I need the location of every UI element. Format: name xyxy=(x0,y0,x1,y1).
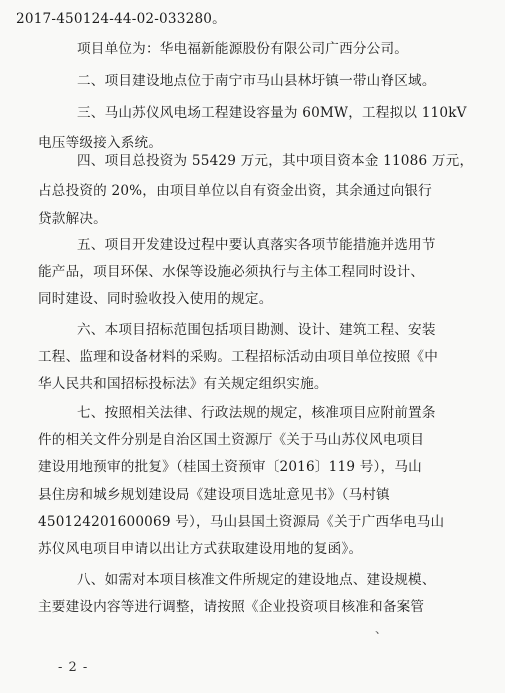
text-line: 五、项目开发建设过程中要认真落实各项节能措施并选用节 xyxy=(77,237,436,253)
page-number: - 2 - xyxy=(58,660,89,675)
text-line: 三、马山苏仪风电场工程建设容量为 60MW，工程拟以 110kV xyxy=(77,105,467,121)
text-line: 七、按照相关法律、行政法规的规定，核准项目应附前置条 xyxy=(77,405,436,421)
text-line: 工程、监理和设备材料的采购。工程招标活动由项目单位按照《中 xyxy=(38,349,439,365)
text-line: 六、本项目招标范围包括项目勘测、设计、建筑工程、安装 xyxy=(77,322,436,338)
text-line: 贷款解决。 xyxy=(38,211,107,227)
text-line: 电压等级接入系统。 xyxy=(38,135,163,151)
text-line: 建设用地预审的批复》（桂国土资预审〔2016〕119 号），马山 xyxy=(38,459,422,475)
text-line: 二、项目建设地点位于南宁市马山县林圩镇一带山脊区域。 xyxy=(77,73,436,89)
text-line: 四、项目总投资为 55429 万元，其中项目资本金 11086 万元， xyxy=(77,153,474,169)
text-line: 件的相关文件分别是自治区国土资源厅《关于马山苏仪风电项目 xyxy=(38,432,425,448)
text-line: 华人民共和国招标投标法》有关规定组织实施。 xyxy=(38,376,328,392)
text-line: 八、如需对本项目核准文件所规定的建设地点、建设规模、 xyxy=(77,572,436,588)
text-line: 2017-450124-44-02-033280。 xyxy=(16,11,226,27)
text-line: 能产品，项目环保、水保等设施必须执行与主体工程同时设计、 xyxy=(38,264,425,280)
text-line: 苏仪风电项目申请以出让方式获取建设用地的复函》。 xyxy=(38,541,363,557)
text-line: 项目单位为：华电福新能源股份有限公司广西分公司。 xyxy=(77,41,409,57)
text-line: 主要建设内容等进行调整，请按照《企业投资项目核准和备案管 xyxy=(38,599,425,615)
text-line: 450124201600069 号），马山县国土资源局《关于广西华电马山 xyxy=(38,514,445,530)
text-line: 占总投资的 20%，由项目单位以自有资金出资，其余通过向银行 xyxy=(38,183,432,199)
text-line: 县住房和城乡规划建设局《建设项目选址意见书》（马村镇 xyxy=(38,487,390,503)
text-line: 同时建设、同时验收投入使用的规定。 xyxy=(38,291,273,307)
scan-mark: 、 xyxy=(375,622,388,636)
